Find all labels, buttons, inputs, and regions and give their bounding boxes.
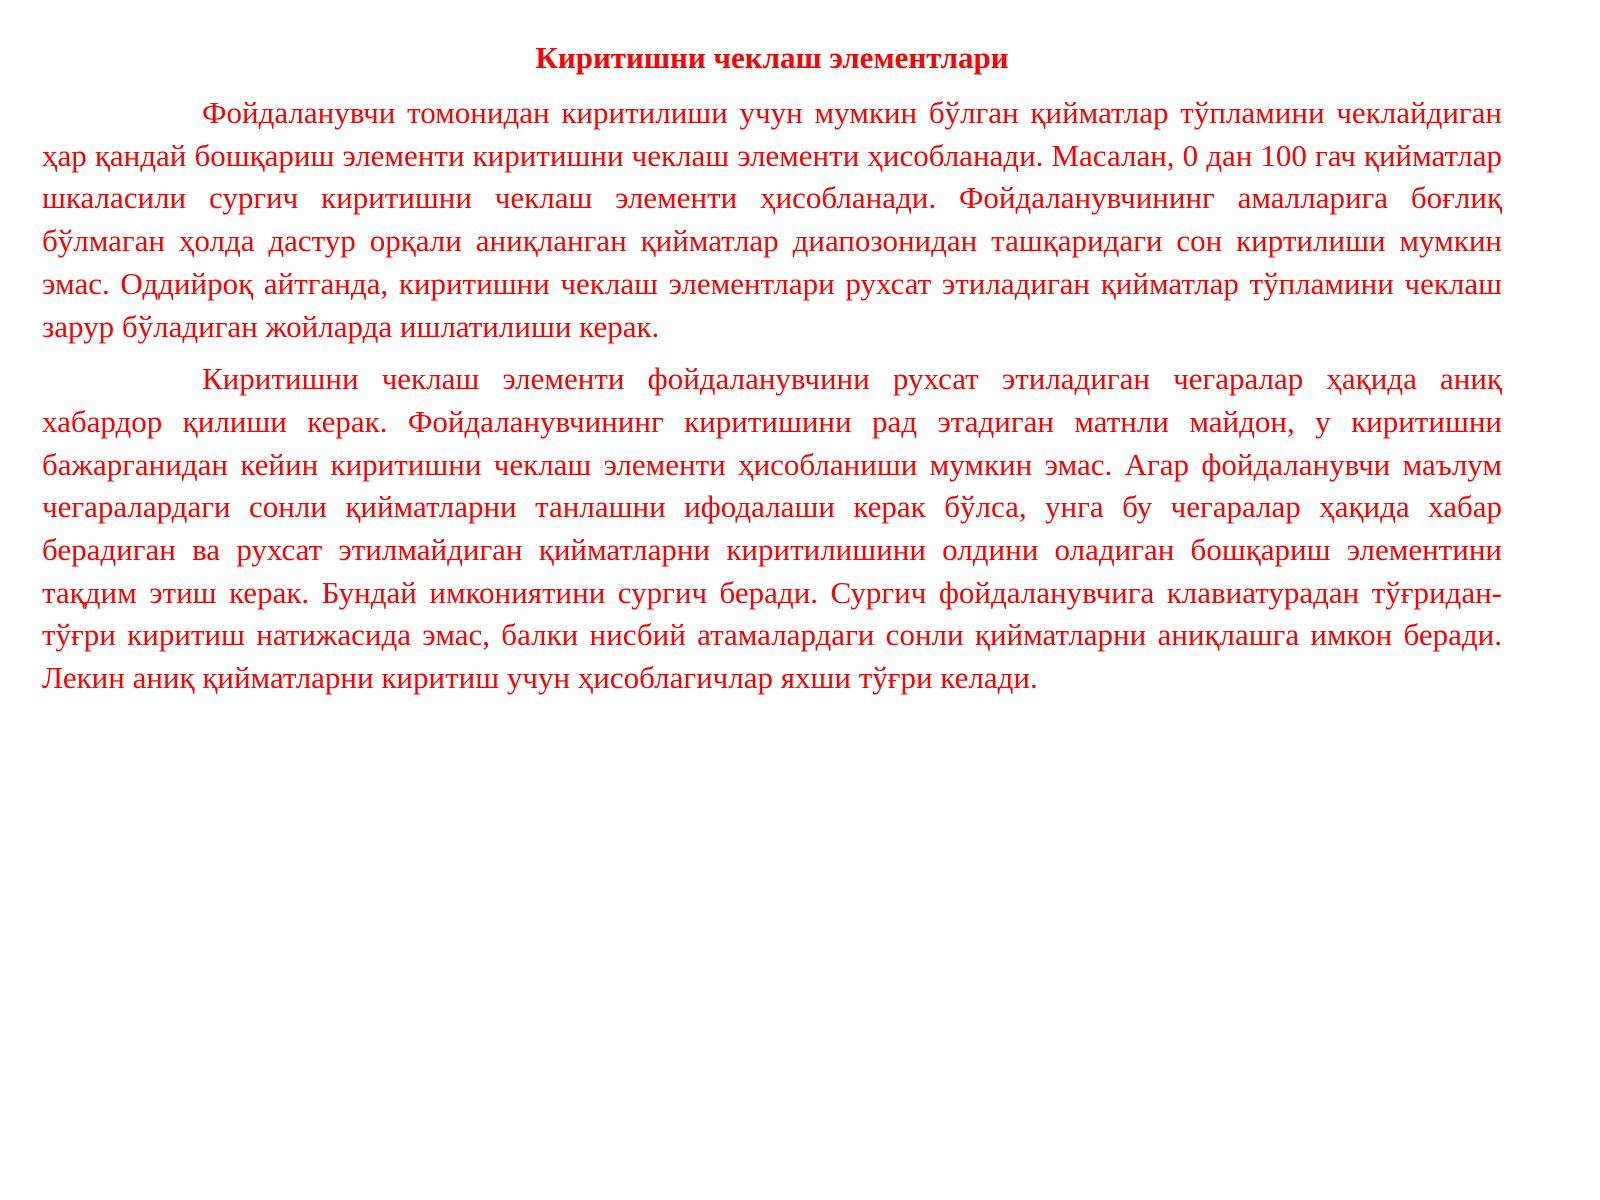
paragraph-1: Фойдаланувчи томонидан киритилиши учун мумкин бўлган қийматлар тўпламини чеклайдиган ҳар қандай бошқариш элементи киритишни чеклаш элементи ҳисобланади. Масалан, 0 дан 100 гач қийматлар шкаласили сургич киритишни чеклаш элементи ҳисобланади. Фойдаланувчининг амалларига боғлиқ бўлмаган ҳолда дастур орқали аниқланган қийматлар диапозонидан ташқаридаги сон киртилиши мумкин эмас. Оддийроқ айтганда, киритишни чеклаш элементлари рухсат этиладиган қийматлар тўпламини чеклаш зарур бўладиган жойларда ишлатилиши керак. xyxy=(42,95,1502,344)
document-body xyxy=(42,36,1502,710)
paragraph-2: Киритишни чеклаш элементи фойдаланувчини рухсат этиладиган чегаралар ҳақида аниқ хабардор қилиши керак. Фойдаланувчининг киритишини рад этадиган матнли майдон, у киритишни бажарганидан кейин киритишни чеклаш элементи ҳисобланиши мумкин эмас. Агар фойдаланувчи маълум чегаралардаги сонли қийматларни танлашни ифодалаши керак бўлса, унга бу чегаралар ҳақида хабар берадиган ва рухсат этилмайдиган қийматларни киритилишини олдини оладиган бошқариш элементини тақдим этиш керак. Бундай имкониятини сургич беради. Сургич фойдаланувчига клавиатурадан тўғридан-тўғри киритиш натижасида эмас, балки нисбий атамалардаги сонли қийматларни аниқлашга имкон беради. Лекин аниқ қийматларни киритиш учун ҳисоблагичлар яхши тўғри келади. xyxy=(42,361,1502,696)
document-title: Киритишни чеклаш элементлари xyxy=(535,40,1009,75)
